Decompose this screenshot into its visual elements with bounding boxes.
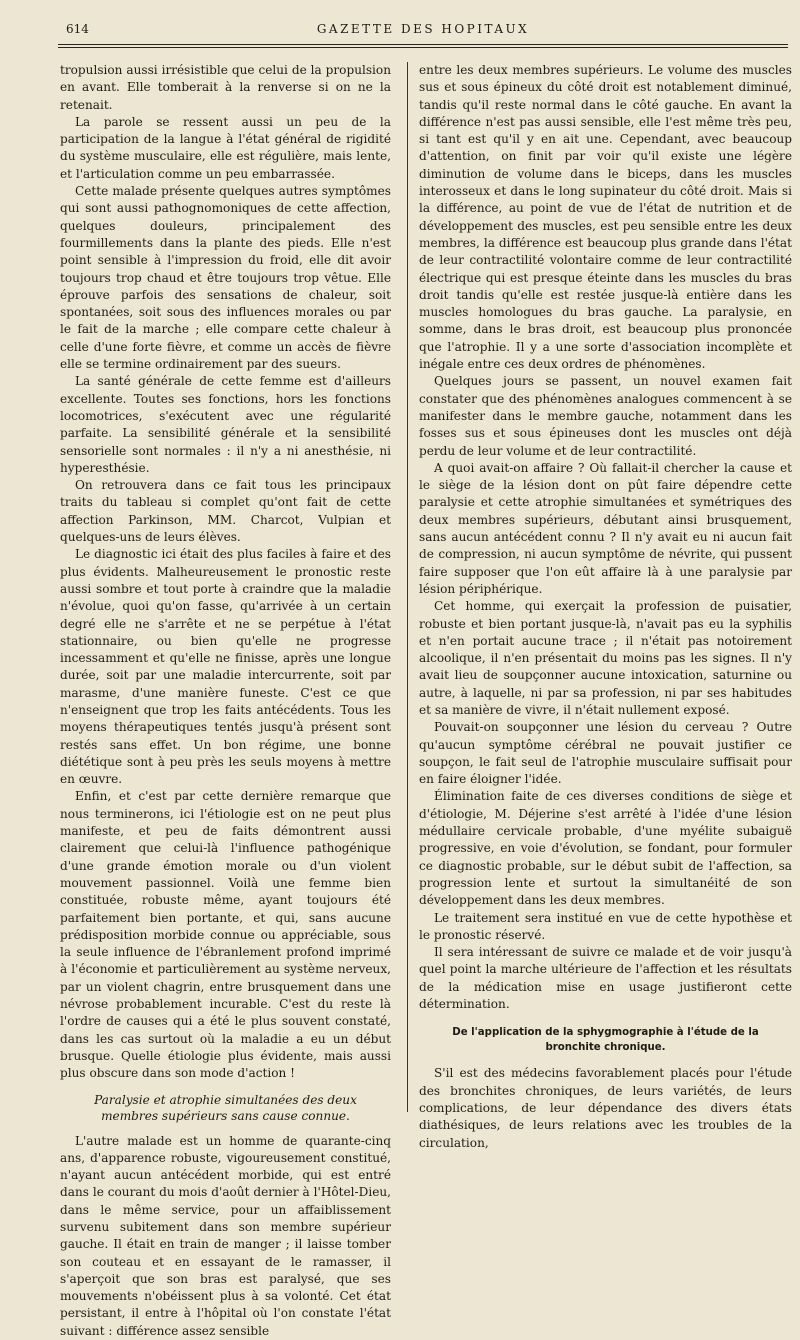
paragraph: A quoi avait-on affaire ? Où fallait-il chercher la cause et le siège de la lésion dont on pût faire dépendre cette paralysie et cette atrophie simultanées et symétriques des deux membres supérieurs, débutant ainsi brusquement, sans aucun antécédent connu ? Il n'y avait eu ni aucun fait de compression, ni aucun symptôme de névrite, qui pussent faire supposer que l'on eût affaire là à une paralysie par lésion périphérique. [419,460,792,596]
section-heading: De l'application de la sphygmographie à l'étude de la bronchite chronique. [452,1027,759,1054]
page-number: 614 [66,22,89,36]
paragraph: Quelques jours se passent, un nouvel examen fait constater que des phénomènes analogues commencent à se manifester dans le membre gauche, notamment dans les fosses sus et sous épineuses dont les muscles ont déjà perdu de leur volume et de leur contractilité. [419,374,792,458]
right-column [419,62,792,1152]
paragraph: La parole se ressent aussi un peu de la participation de la langue à l'état général de rigidité du système musculaire, elle est régulière, mais lente, et l'articulation comme un peu embarrassée. [60,114,391,181]
paragraph: Le diagnostic ici était des plus faciles à faire et des plus évidents. Malheureusement le pronostic reste aussi sombre et tout porte à craindre que la maladie n'évolue, quoi qu'on fasse, qu'arrivée à un certain degré elle ne s'arrête et ne se perpétue à l'état stationnaire, ou bien qu'elle ne progresse incessamment et qu'elle ne finisse, après une longue durée, soit par une maladie intercurrente, soit par marasme, d'une manière funeste. C'est ce que n'enseignent que trop les faits antécédents. Tous les moyens thérapeutiques tentés jusqu'à présent sont restés sans effet. Un bon régime, une bonne diététique sont à peu près les seuls moyens à mettre en œuvre. [60,547,391,787]
column-divider [407,62,408,1112]
paragraph: On retrouvera dans ce fait tous les principaux traits du tableau si complet qu'ont fait de cette affection Parkinson, MM. Charcot, Vulpian et quelques-uns de leurs élèves. [60,478,391,545]
header-rule-top [58,44,788,45]
paragraph: Il sera intéressant de suivre ce malade et de voir jusqu'à quel point la marche ultérieure de l'affection et les résultats de la médication mise en usage justifieront cette détermination. [419,945,792,1012]
paragraph: Le traitement sera institué en vue de cette hypothèse et le pronostic réservé. [419,910,792,942]
paragraph: S'il est des médecins favorablement placés pour l'étude des bronchites chroniques, de leurs variétés, de leurs complications, de leur dépendance des divers états diathésiques, de leurs relations avec les troubles de la circulation, [419,1066,792,1150]
paragraph: Élimination faite de ces diverses conditions de siège et d'étiologie, M. Déjerine s'est arrêté à l'idée d'une lésion médullaire cervicale probable, d'une myélite subaiguë progressive, en voie d'évolution, se fondant, pour formuler ce diagnostic probable, sur le début subit de l'affection, sa progression lente et surtout la simultanéité de son développement dans les deux membres. [419,789,792,908]
section-heading: Paralysie et atrophie simultanées des deux membres supérieurs sans cause connue. [94,1092,357,1123]
paragraph: entre les deux membres supérieurs. Le volume des muscles sus et sous épineux du côté droit est notablement diminué, tandis qu'il reste normal dans le côté gauche. En avant la différence n'est pas aussi sensible, elle l'est même très peu, si tant est qu'il y en ait une. Cependant, avec beaucoup d'attention, on finit par voir qu'il existe une légère diminution de volume dans le biceps, dans les muscles interosseux et dans le long supinateur du côté droit. Mais si la différence, au point de vue de l'état de nutrition et de développement des muscles, est peu sensible entre les deux membres, la différence est beaucoup plus grande dans l'état de leur contractilité volontaire comme de leur contractilité électrique qui est presque éteinte dans les muscles du bras droit tandis qu'elle est restée jusque-là entière dans les muscles homologues du bras gauche. La paralysie, en somme, dans le bras droit, est beaucoup plus prononcée que l'atrophie. Il y a une sorte d'association incomplète et inégale entre ces deux ordres de phénomènes. [419,63,792,372]
paragraph: tropulsion aussi irrésistible que celui de la propulsion en avant. Elle tomberait à la renverse si on ne la retenait. [60,63,391,112]
paragraph: Cet homme, qui exerçait la profession de puisatier, robuste et bien portant jusque-là, n'avait pas eu la syphilis et n'en portait aucune trace ; il n'était pas notoirement alcoolique, il n'en présentait du moins pas les signes. Il n'y avait lieu de soupçonner aucune intoxication, saturnine ou autre, à laquelle, ni par sa profession, ni par ses habitudes et sa manière de vivre, il n'était nullement exposé. [419,599,792,717]
paragraph: Enfin, et c'est par cette dernière remarque que nous terminerons, ici l'étiologie est on ne peut plus manifeste, et peu de faits démontrent aussi clairement que celui-là l'influence pathogénique d'une grande émotion morale ou d'un violent mouvement passionnel. Voilà une femme bien constituée, robuste même, ayant toujours été parfaitement bien portante, et qui, sans aucune prédisposition morbide connue ou appréciable, sous la seule influence de l'ébranlement profond imprimé à l'économie et particulièrement au système nerveux, par un violent chagrin, entre brusquement dans une névrose probablement incurable. C'est du reste là l'ordre de causes qui a été le plus souvent constaté, dans les cas surtout où la maladie a eu un début brusque. Quelle étiologie plus évidente, mais aussi plus obscure dans son mode d'action ! [60,789,391,1081]
left-column [60,62,391,1340]
paragraph: L'autre malade est un homme de quarante-cinq ans, d'apparence robuste, vigoureusement constitué, n'ayant aucun antécédent morbide, qui est entré dans le courant du mois d'août dernier à l'Hôtel-Dieu, dans le même service, pour un affaiblissement survenu subitement dans son membre supérieur gauche. Il était en train de manger ; il laisse tomber son couteau et en essayant de le ramasser, il s'aperçoit que son bras est paralysé, que ses mouvements n'obéissent plus à sa volonté. Cet état persistant, il entre à l'hôpital où l'on constate l'état suivant : différence assez sensible [60,1133,391,1338]
paragraph: Cette malade présente quelques autres symptômes qui sont aussi pathognomoniques de cette affection, quelques douleurs, principalement des fourmillements dans la plante des pieds. Elle n'est point sensible à l'impression du froid, elle dit avoir toujours trop chaud et être toujours trop vêtue. Elle éprouve parfois des sensations de chaleur, soit spontanées, soit sous des influences morales ou par le fait de la marche ; elle compare cette chaleur à celle d'une forte fièvre, et comme un accès de fièvre elle se termine ordinairement par des sueurs. [60,184,391,372]
paragraph: Pouvait-on soupçonner une lésion du cerveau ? Outre qu'aucun symptôme cérébral ne pouvait justifier ce soupçon, le fait seul de l'atrophie musculaire suffisait pour en faire éloigner l'idée. [419,720,792,787]
header-rule-bottom [58,47,788,48]
running-title: GAZETTE DES HOPITAUX [316,22,530,36]
paragraph: La santé générale de cette femme est d'ailleurs excellente. Toutes ses fonctions, hors les fonctions locomotrices, s'exécutent avec une régularité parfaite. La sensibilité générale et la sensibilité sensorielle sont normales : il n'y a ni anesthésie, ni hyperesthésie. [60,374,391,475]
page-header [58,22,788,44]
